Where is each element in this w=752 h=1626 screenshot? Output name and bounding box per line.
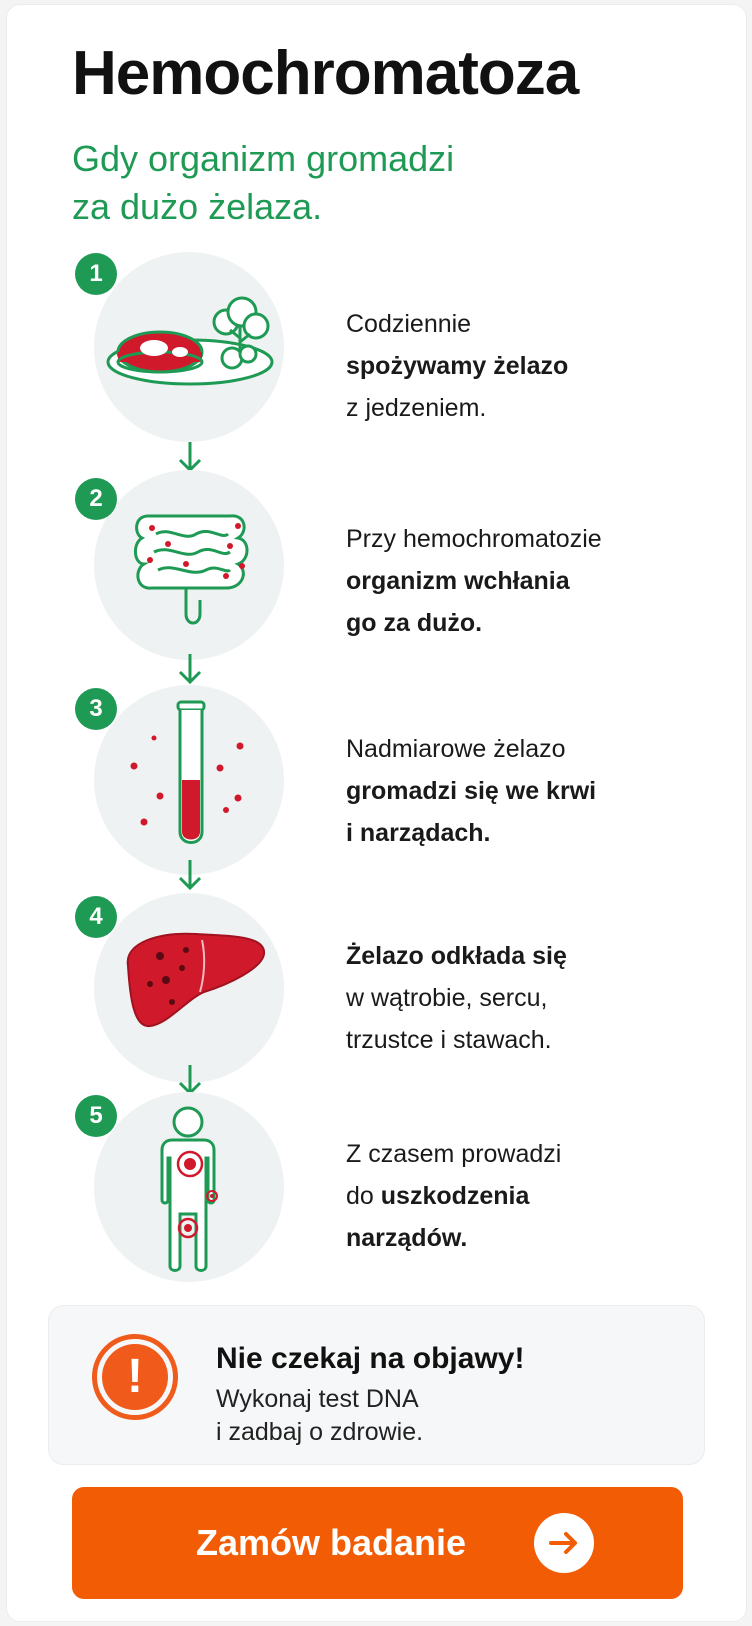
step-5-line-2a: do — [346, 1182, 381, 1210]
meat-and-broccoli-icon — [104, 290, 276, 390]
step-2-badge: 2 — [75, 478, 117, 520]
human-body-icon — [152, 1104, 224, 1274]
step-5-line-2b: uszkodzenia — [380, 1182, 530, 1210]
step-4-line-1: Żelazo odkłada się — [346, 942, 567, 970]
arrow-down-icon — [178, 652, 202, 686]
arrow-down-icon — [178, 440, 202, 474]
step-1-line-2: spożywamy żelazo — [346, 352, 569, 380]
exclamation-icon: ! — [127, 1350, 143, 1403]
step-3-line-1: Nadmiarowe żelazo — [346, 735, 566, 763]
order-test-label: Zamów badanie — [196, 1522, 467, 1563]
cta-line-2: i zadbaj o zdrowie. — [216, 1418, 424, 1446]
arrow-right-icon — [534, 1513, 594, 1573]
step-2-line-1: Przy hemochromatozie — [346, 525, 602, 553]
warning-badge — [92, 1334, 178, 1420]
cta-subtitle — [216, 1383, 423, 1449]
step-4-text — [346, 935, 567, 1061]
order-test-button[interactable] — [72, 1487, 683, 1599]
arrow-down-icon — [178, 858, 202, 892]
step-4-badge: 4 — [75, 896, 117, 938]
step-3-line-3: i narządach. — [346, 819, 491, 847]
step-3-badge: 3 — [75, 688, 117, 730]
step-1-badge: 1 — [75, 253, 117, 295]
step-5-badge: 5 — [75, 1095, 117, 1137]
step-2-line-2: organizm wchłania — [346, 567, 570, 595]
warning-inner — [102, 1344, 168, 1410]
step-1-text — [346, 303, 568, 429]
test-tube-blood-icon — [126, 700, 254, 850]
subtitle-line-1: Gdy organizm gromadzi — [72, 138, 455, 179]
step-5-line-3: narządów. — [346, 1224, 468, 1252]
step-5-line-1: Z czasem prowadzi — [346, 1140, 562, 1168]
page-title: Hemochromatoza — [72, 39, 579, 108]
step-4-line-2: w wątrobie, sercu, — [346, 984, 548, 1012]
cta-title: Nie czekaj na objawy! — [216, 1342, 525, 1375]
step-5-text — [346, 1133, 561, 1259]
step-3-line-2: gromadzi się we krwi — [346, 777, 597, 805]
page-subtitle — [72, 135, 454, 231]
step-4-line-3: trzustce i stawach. — [346, 1026, 552, 1054]
step-5-line-2 — [346, 1175, 561, 1217]
step-3-text — [346, 728, 596, 854]
step-1-line-1: Codziennie — [346, 310, 472, 338]
step-1-line-3: z jedzeniem. — [346, 394, 487, 422]
intestines-icon — [130, 504, 254, 634]
step-2-line-3: go za dużo. — [346, 609, 483, 637]
cta-line-1: Wykonaj test DNA — [216, 1385, 419, 1413]
subtitle-line-2: za dużo żelaza. — [72, 186, 323, 227]
liver-icon — [120, 928, 268, 1032]
step-2-text — [346, 518, 602, 644]
